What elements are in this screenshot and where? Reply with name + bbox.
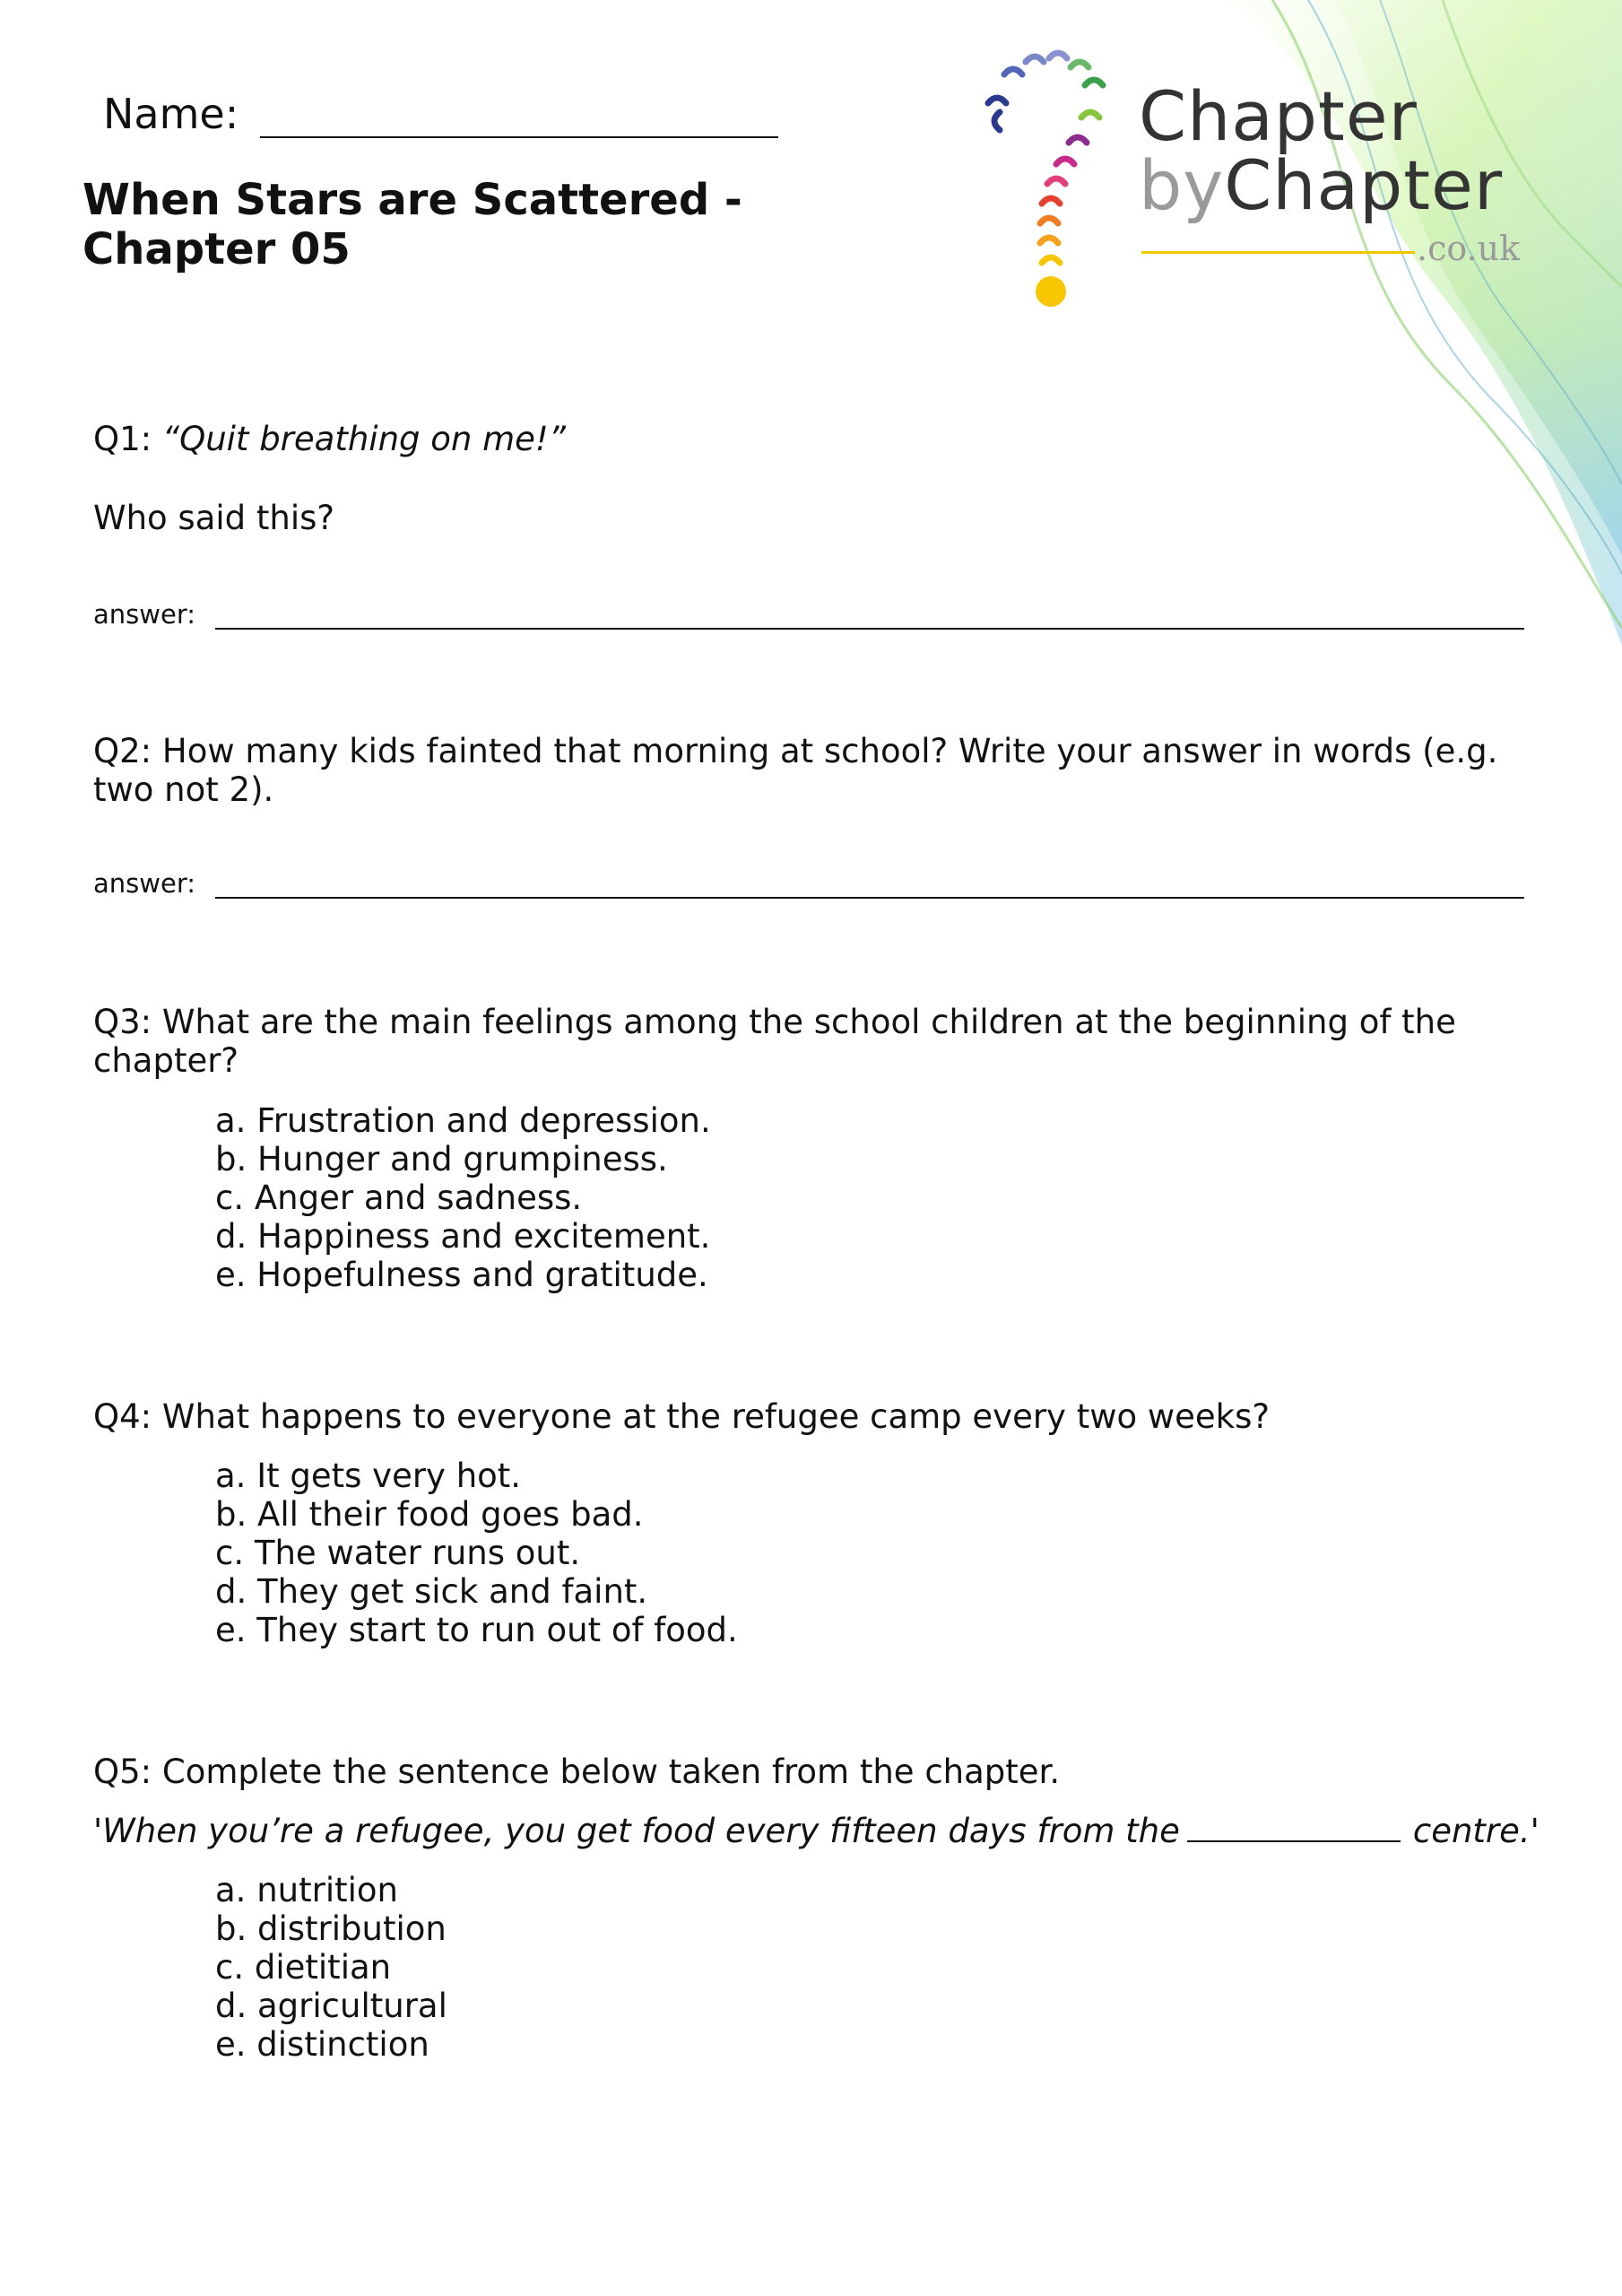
question-4-options: [215, 1457, 738, 1649]
quote-before: 'When you’re a refugee, you get food every fifteen days from the: [93, 1812, 1180, 1850]
logo-suffix: .co.uk: [1417, 229, 1521, 268]
question-5-options: [215, 1871, 447, 2064]
logo-line2: [1139, 145, 1504, 225]
logo-by: by: [1139, 145, 1225, 225]
option[interactable]: a. nutrition: [215, 1871, 398, 1909]
answer-line[interactable]: [215, 601, 1524, 630]
option[interactable]: c. The water runs out.: [215, 1534, 581, 1572]
option[interactable]: b. distribution: [215, 1909, 447, 1948]
option[interactable]: d. They get sick and faint.: [215, 1572, 648, 1611]
answer-line[interactable]: [215, 870, 1524, 899]
option[interactable]: b. Hunger and grumpiness.: [215, 1140, 668, 1178]
question-5-quote: [93, 1812, 1540, 1850]
question-5: Q5: Complete the sentence below taken from the chapter.: [93, 1752, 1061, 1791]
logo-line1: Chapter: [1139, 76, 1418, 156]
option[interactable]: e. distinction: [215, 2025, 429, 2064]
quote-after: centre.': [1412, 1812, 1540, 1850]
question-1-subtext: Who said this?: [93, 499, 335, 537]
fill-in-blank[interactable]: [1187, 1813, 1401, 1842]
answer-label: answer:: [93, 868, 196, 899]
option[interactable]: a. Frustration and depression.: [215, 1101, 711, 1140]
name-label: Name:: [103, 90, 239, 138]
option[interactable]: e. They start to run out of food.: [215, 1611, 738, 1649]
answer-field-2[interactable]: [93, 868, 1524, 899]
option[interactable]: d. Happiness and excitement.: [215, 1217, 711, 1256]
option[interactable]: b. All their food goes bad.: [215, 1495, 644, 1534]
option[interactable]: d. agricultural: [215, 1987, 447, 2025]
question-4: Q4: What happens to everyone at the refugee camp every two weeks?: [93, 1397, 1271, 1436]
question-3-options: [215, 1101, 711, 1294]
question-1: [93, 420, 1528, 458]
name-field[interactable]: [103, 90, 778, 138]
logo-chapter: Chapter: [1224, 145, 1504, 225]
question-1-quote: “Quit breathing on me!”: [161, 420, 566, 458]
option[interactable]: c. dietitian: [215, 1948, 392, 1987]
option[interactable]: c. Anger and sadness.: [215, 1178, 583, 1217]
option[interactable]: e. Hopefulness and gratitude.: [215, 1256, 708, 1294]
book-arc-icon: [968, 49, 1139, 318]
answer-label: answer:: [93, 599, 196, 630]
logo-underline: [1141, 251, 1415, 254]
question-1-prefix: Q1:: [93, 420, 152, 458]
chapter-by-chapter-logo: [968, 49, 1551, 318]
option[interactable]: a. It gets very hot.: [215, 1457, 522, 1495]
logo-wordmark: [1139, 76, 1504, 225]
question-2: Q2: How many kids fainted that morning at school? Write your answer in words (e.g. two not 2).: [93, 732, 1498, 809]
question-3: Q3: What are the main feelings among the school children at the beginning of the chapter?: [93, 1003, 1456, 1080]
name-underline[interactable]: [260, 90, 778, 138]
answer-field-1[interactable]: [93, 599, 1524, 630]
worksheet-title: When Stars are Scattered - Chapter 05: [82, 175, 742, 274]
